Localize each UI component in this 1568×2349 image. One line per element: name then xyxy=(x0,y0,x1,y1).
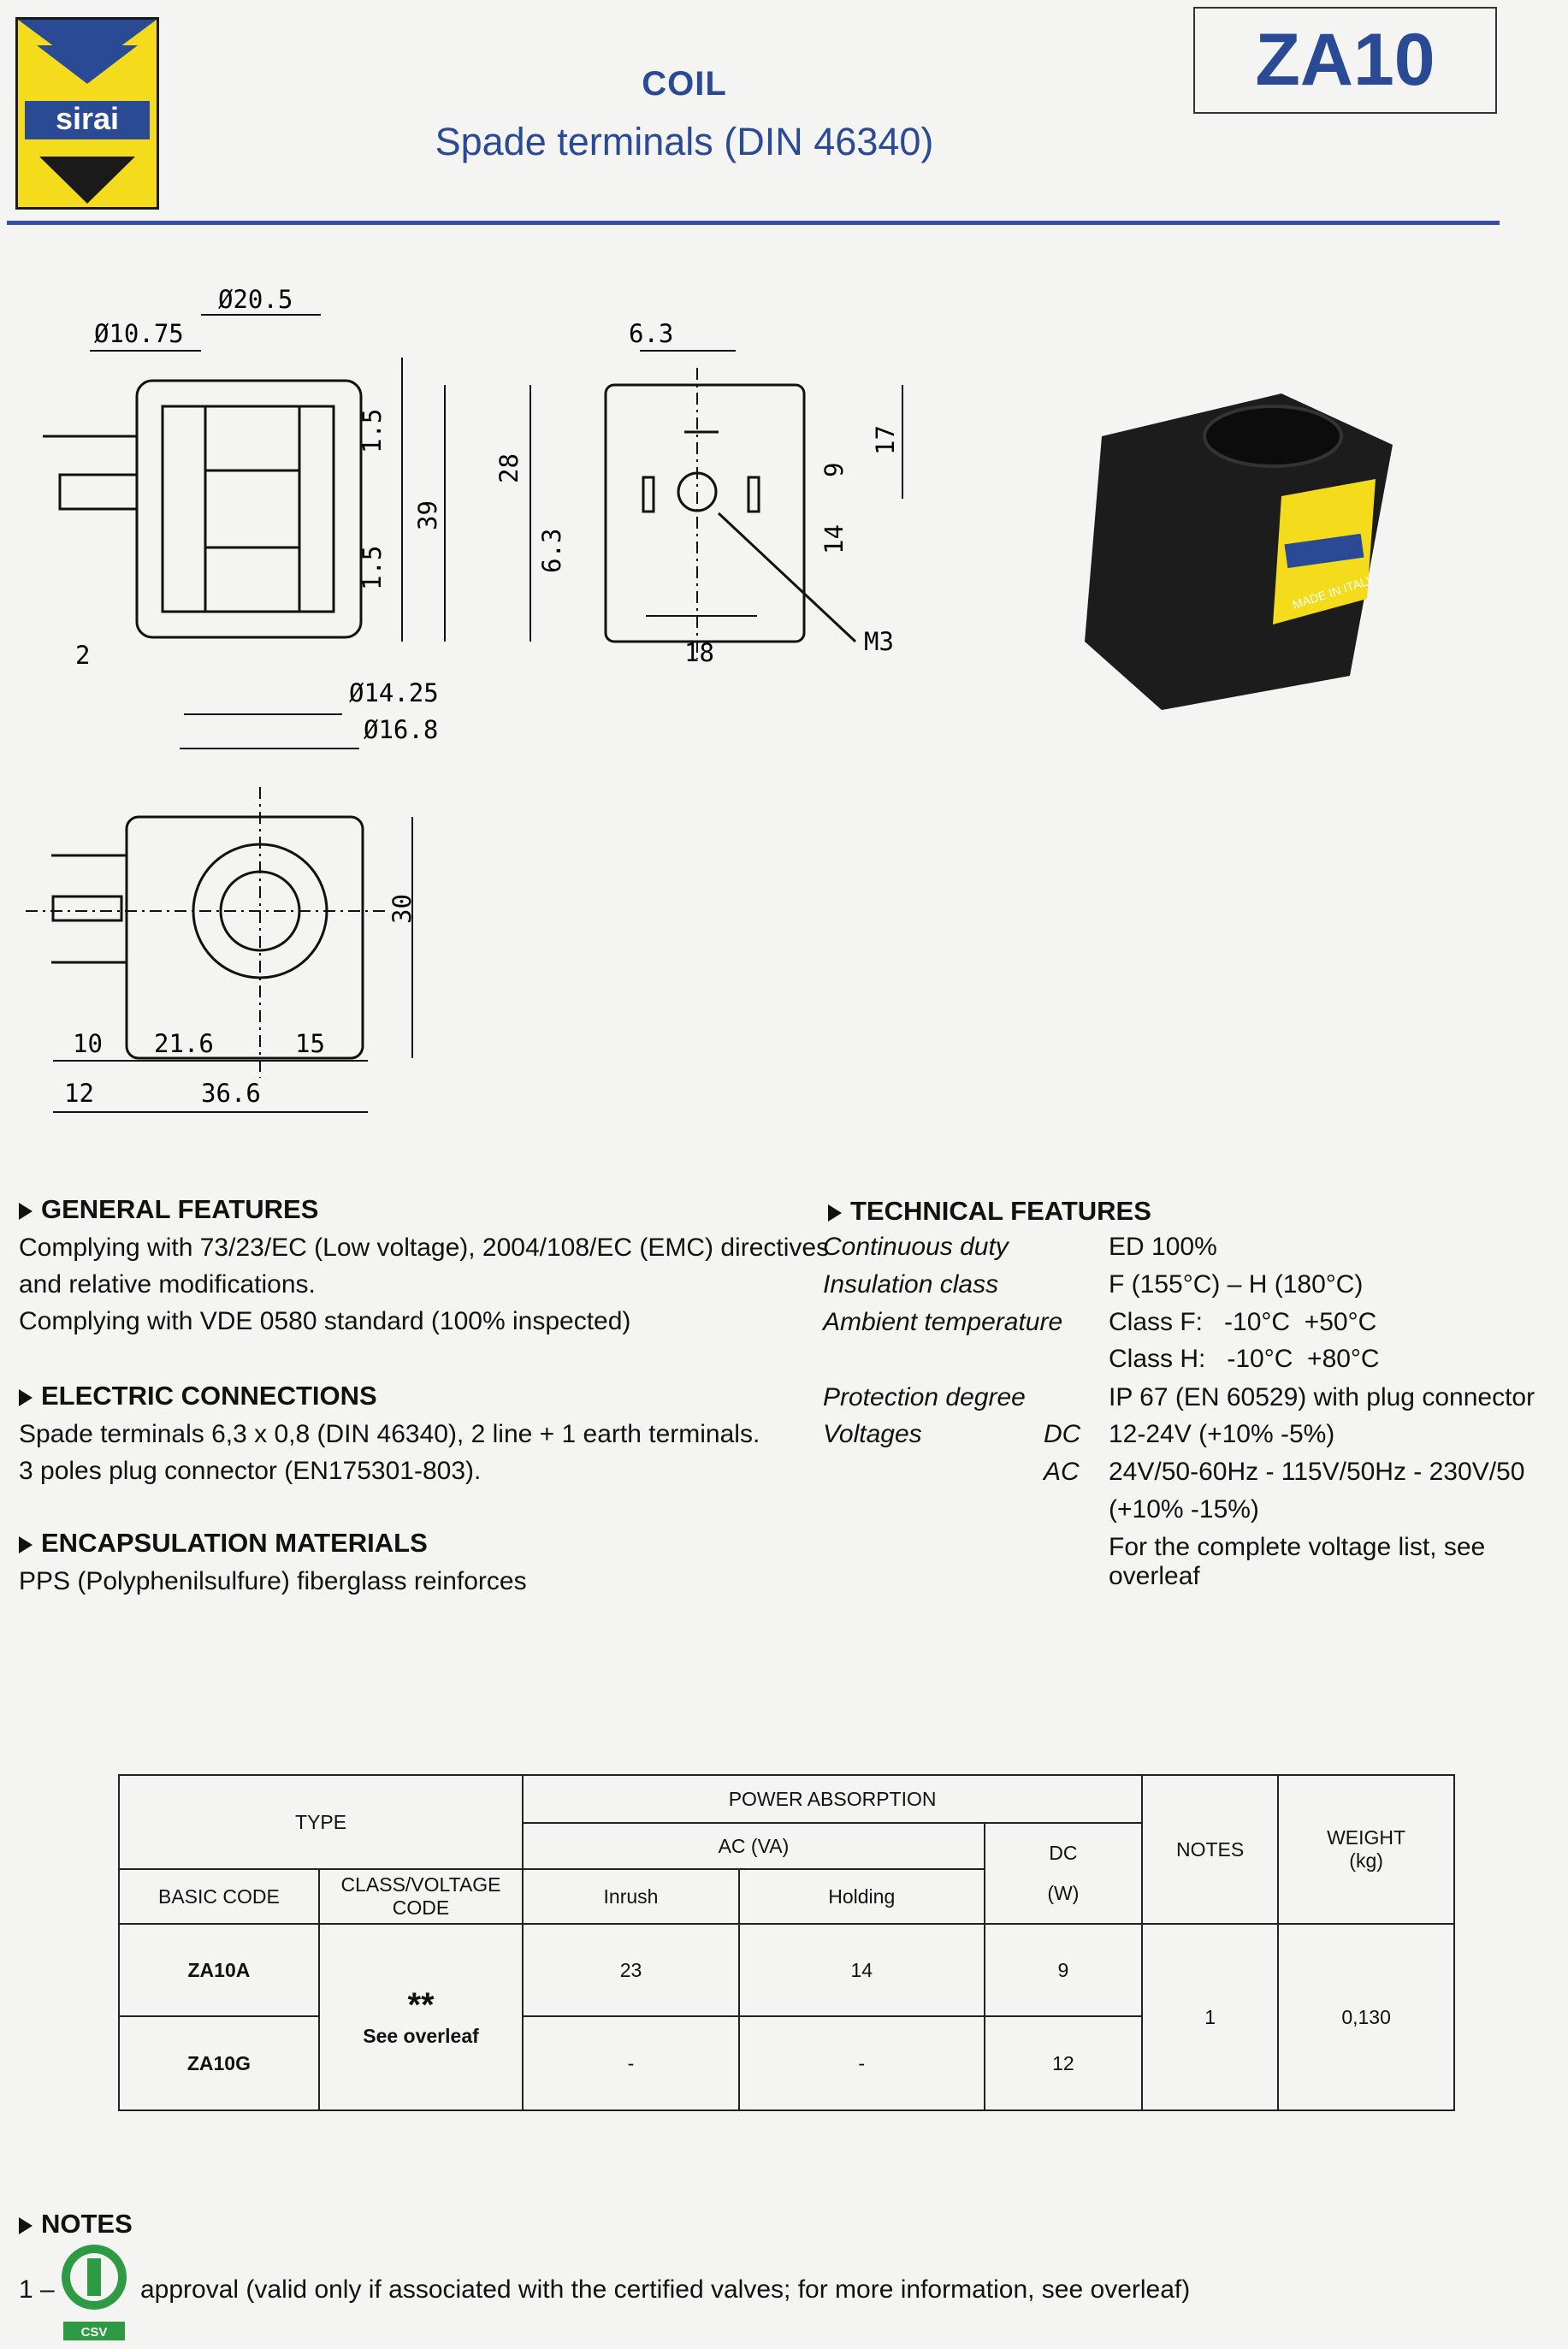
doc-subtitle: Spade terminals (DIN 46340) xyxy=(435,120,934,163)
class-value: ** xyxy=(407,1986,435,2024)
row-holding: 14 xyxy=(739,1924,985,2016)
row-code: ZA10A xyxy=(119,1924,319,2016)
csv-approval-icon xyxy=(58,2240,130,2342)
dim-14: 14 xyxy=(820,524,849,554)
encapsulation-text xyxy=(19,1563,527,1600)
dim-d14-25: Ø14.25 xyxy=(349,678,439,707)
coil-product-photo xyxy=(1068,385,1401,710)
dim-28: 28 xyxy=(494,453,524,483)
dim-6-3-side: 6.3 xyxy=(537,528,566,573)
photo-label: MADE IN ITALY xyxy=(1290,572,1376,612)
continuous-duty-value: ED 100% xyxy=(1109,1233,1217,1261)
dim-m3: M3 xyxy=(864,627,894,656)
continuous-duty-label: Continuous duty xyxy=(823,1233,1009,1261)
power-header: POWER ABSORPTION xyxy=(523,1775,1142,1823)
triangle-bullet-icon xyxy=(19,1203,33,1220)
ambient-class-f: Class F: -10°C +50°C xyxy=(1109,1308,1377,1336)
insulation-label: Insulation class xyxy=(823,1270,999,1299)
class-code-header: CLASS/VOLTAGE CODE xyxy=(319,1869,523,1924)
notes-heading xyxy=(19,2209,133,2240)
overleaf-note: For the complete voltage list, see overleaf xyxy=(1109,1533,1486,1590)
holding-header: Holding xyxy=(739,1869,985,1924)
protection-value: IP 67 (EN 60529) with plug connector xyxy=(1109,1383,1535,1411)
notes-heading-text: NOTES xyxy=(41,2209,133,2239)
triangle-bullet-icon xyxy=(19,1389,33,1406)
general-line-2: and relative modifications. xyxy=(19,1270,316,1299)
electric-heading xyxy=(19,1381,377,1411)
dim-12: 12 xyxy=(64,1079,94,1108)
protection-label: Protection degree xyxy=(823,1383,1026,1411)
electric-text xyxy=(19,1416,760,1489)
notes-header: NOTES xyxy=(1142,1775,1278,1924)
dim-d10-75: Ø10.75 xyxy=(94,319,184,348)
ambient-label: Ambient temperature xyxy=(823,1308,1063,1336)
triangle-bullet-icon xyxy=(19,2217,33,2234)
electric-line-1: Spade terminals 6,3 x 0,8 (DIN 46340), 2 line + 1 earth terminals. xyxy=(19,1420,760,1448)
type-header: TYPE xyxy=(119,1775,523,1869)
note-prefix: 1 – xyxy=(19,2275,55,2304)
electric-line-2: 3 poles plug connector (EN175301-803). xyxy=(19,1457,482,1485)
general-line-1: Complying with 73/23/EC (Low voltage), 2004/108/EC (EMC) directives xyxy=(19,1234,830,1262)
ac-value: 24V/50-60Hz - 115V/50Hz - 230V/50 xyxy=(1109,1458,1525,1486)
power-table xyxy=(118,1774,1455,2111)
ac-label: AC xyxy=(1044,1458,1080,1486)
dim-d20-5: Ø20.5 xyxy=(218,285,293,314)
row-holding: - xyxy=(739,2016,985,2110)
dim-30: 30 xyxy=(388,894,417,924)
dim-6-3-top: 6.3 xyxy=(629,319,674,348)
class-value-cell xyxy=(319,1924,523,2110)
row-code: ZA10G xyxy=(119,2016,319,2110)
general-line-3: Complying with VDE 0580 standard (100% inspected) xyxy=(19,1307,631,1335)
basic-code-header: BASIC CODE xyxy=(119,1869,319,1924)
dim-36-6: 36.6 xyxy=(201,1079,261,1108)
dc-header xyxy=(985,1823,1142,1924)
dim-21-6: 21.6 xyxy=(154,1029,214,1058)
dim-d16-8: Ø16.8 xyxy=(364,715,439,744)
doc-title: COIL xyxy=(642,65,727,103)
technical-drawing xyxy=(0,257,1027,1138)
dim-1-5-top: 1.5 xyxy=(358,408,387,453)
dim-9: 9 xyxy=(820,462,849,477)
technical-heading-text: TECHNICAL FEATURES xyxy=(850,1196,1151,1226)
dim-17: 17 xyxy=(871,425,900,455)
sirai-logo xyxy=(15,17,159,210)
logo-text: sirai xyxy=(55,101,120,136)
insulation-value: F (155°C) – H (180°C) xyxy=(1109,1270,1364,1299)
ac-header: AC (VA) xyxy=(523,1823,985,1869)
dim-1-5-bottom: 1.5 xyxy=(358,545,387,590)
see-overleaf: See overleaf xyxy=(363,2025,479,2047)
row-dc: 9 xyxy=(985,1924,1142,2016)
dim-10: 10 xyxy=(73,1029,103,1058)
weight-value: 0,130 xyxy=(1278,1924,1454,2110)
row-inrush: - xyxy=(523,2016,739,2110)
ambient-class-h: Class H: -10°C +80°C xyxy=(1109,1345,1380,1373)
dim-15: 15 xyxy=(295,1029,325,1058)
dim-2: 2 xyxy=(75,641,91,670)
electric-heading-text: ELECTRIC CONNECTIONS xyxy=(41,1381,377,1411)
technical-heading xyxy=(828,1196,1151,1227)
dim-39: 39 xyxy=(413,500,442,530)
note-text: approval (valid only if associated with the certified valves; for more information, see overleaf) xyxy=(140,2275,1191,2304)
general-heading xyxy=(19,1194,318,1225)
dim-18: 18 xyxy=(684,638,714,667)
encapsulation-heading-text: ENCAPSULATION MATERIALS xyxy=(41,1528,428,1558)
voltages-label: Voltages xyxy=(823,1420,922,1448)
dc-header-text: DC xyxy=(1049,1842,1078,1864)
triangle-bullet-icon xyxy=(828,1204,842,1222)
dc-label: DC xyxy=(1044,1420,1081,1448)
header-rule xyxy=(7,221,1500,225)
weight-header: WEIGHT (kg) xyxy=(1278,1775,1454,1924)
notes-value: 1 xyxy=(1142,1924,1278,2110)
dc-value: 12-24V (+10% -5%) xyxy=(1109,1420,1335,1448)
encapsulation-heading xyxy=(19,1528,428,1559)
triangle-bullet-icon xyxy=(19,1536,33,1553)
inrush-header: Inrush xyxy=(523,1869,739,1924)
encapsulation-line-1: PPS (Polyphenilsulfure) fiberglass reinforces xyxy=(19,1567,527,1595)
csv-badge-text: CSV xyxy=(80,2325,108,2340)
row-inrush: 23 xyxy=(523,1924,739,2016)
general-heading-text: GENERAL FEATURES xyxy=(41,1194,319,1224)
general-text xyxy=(19,1229,829,1340)
ac-tolerance: (+10% -15%) xyxy=(1109,1495,1259,1524)
product-code: ZA10 xyxy=(1193,7,1497,114)
dc-unit-text: (W) xyxy=(1047,1882,1080,1904)
row-dc: 12 xyxy=(985,2016,1142,2110)
